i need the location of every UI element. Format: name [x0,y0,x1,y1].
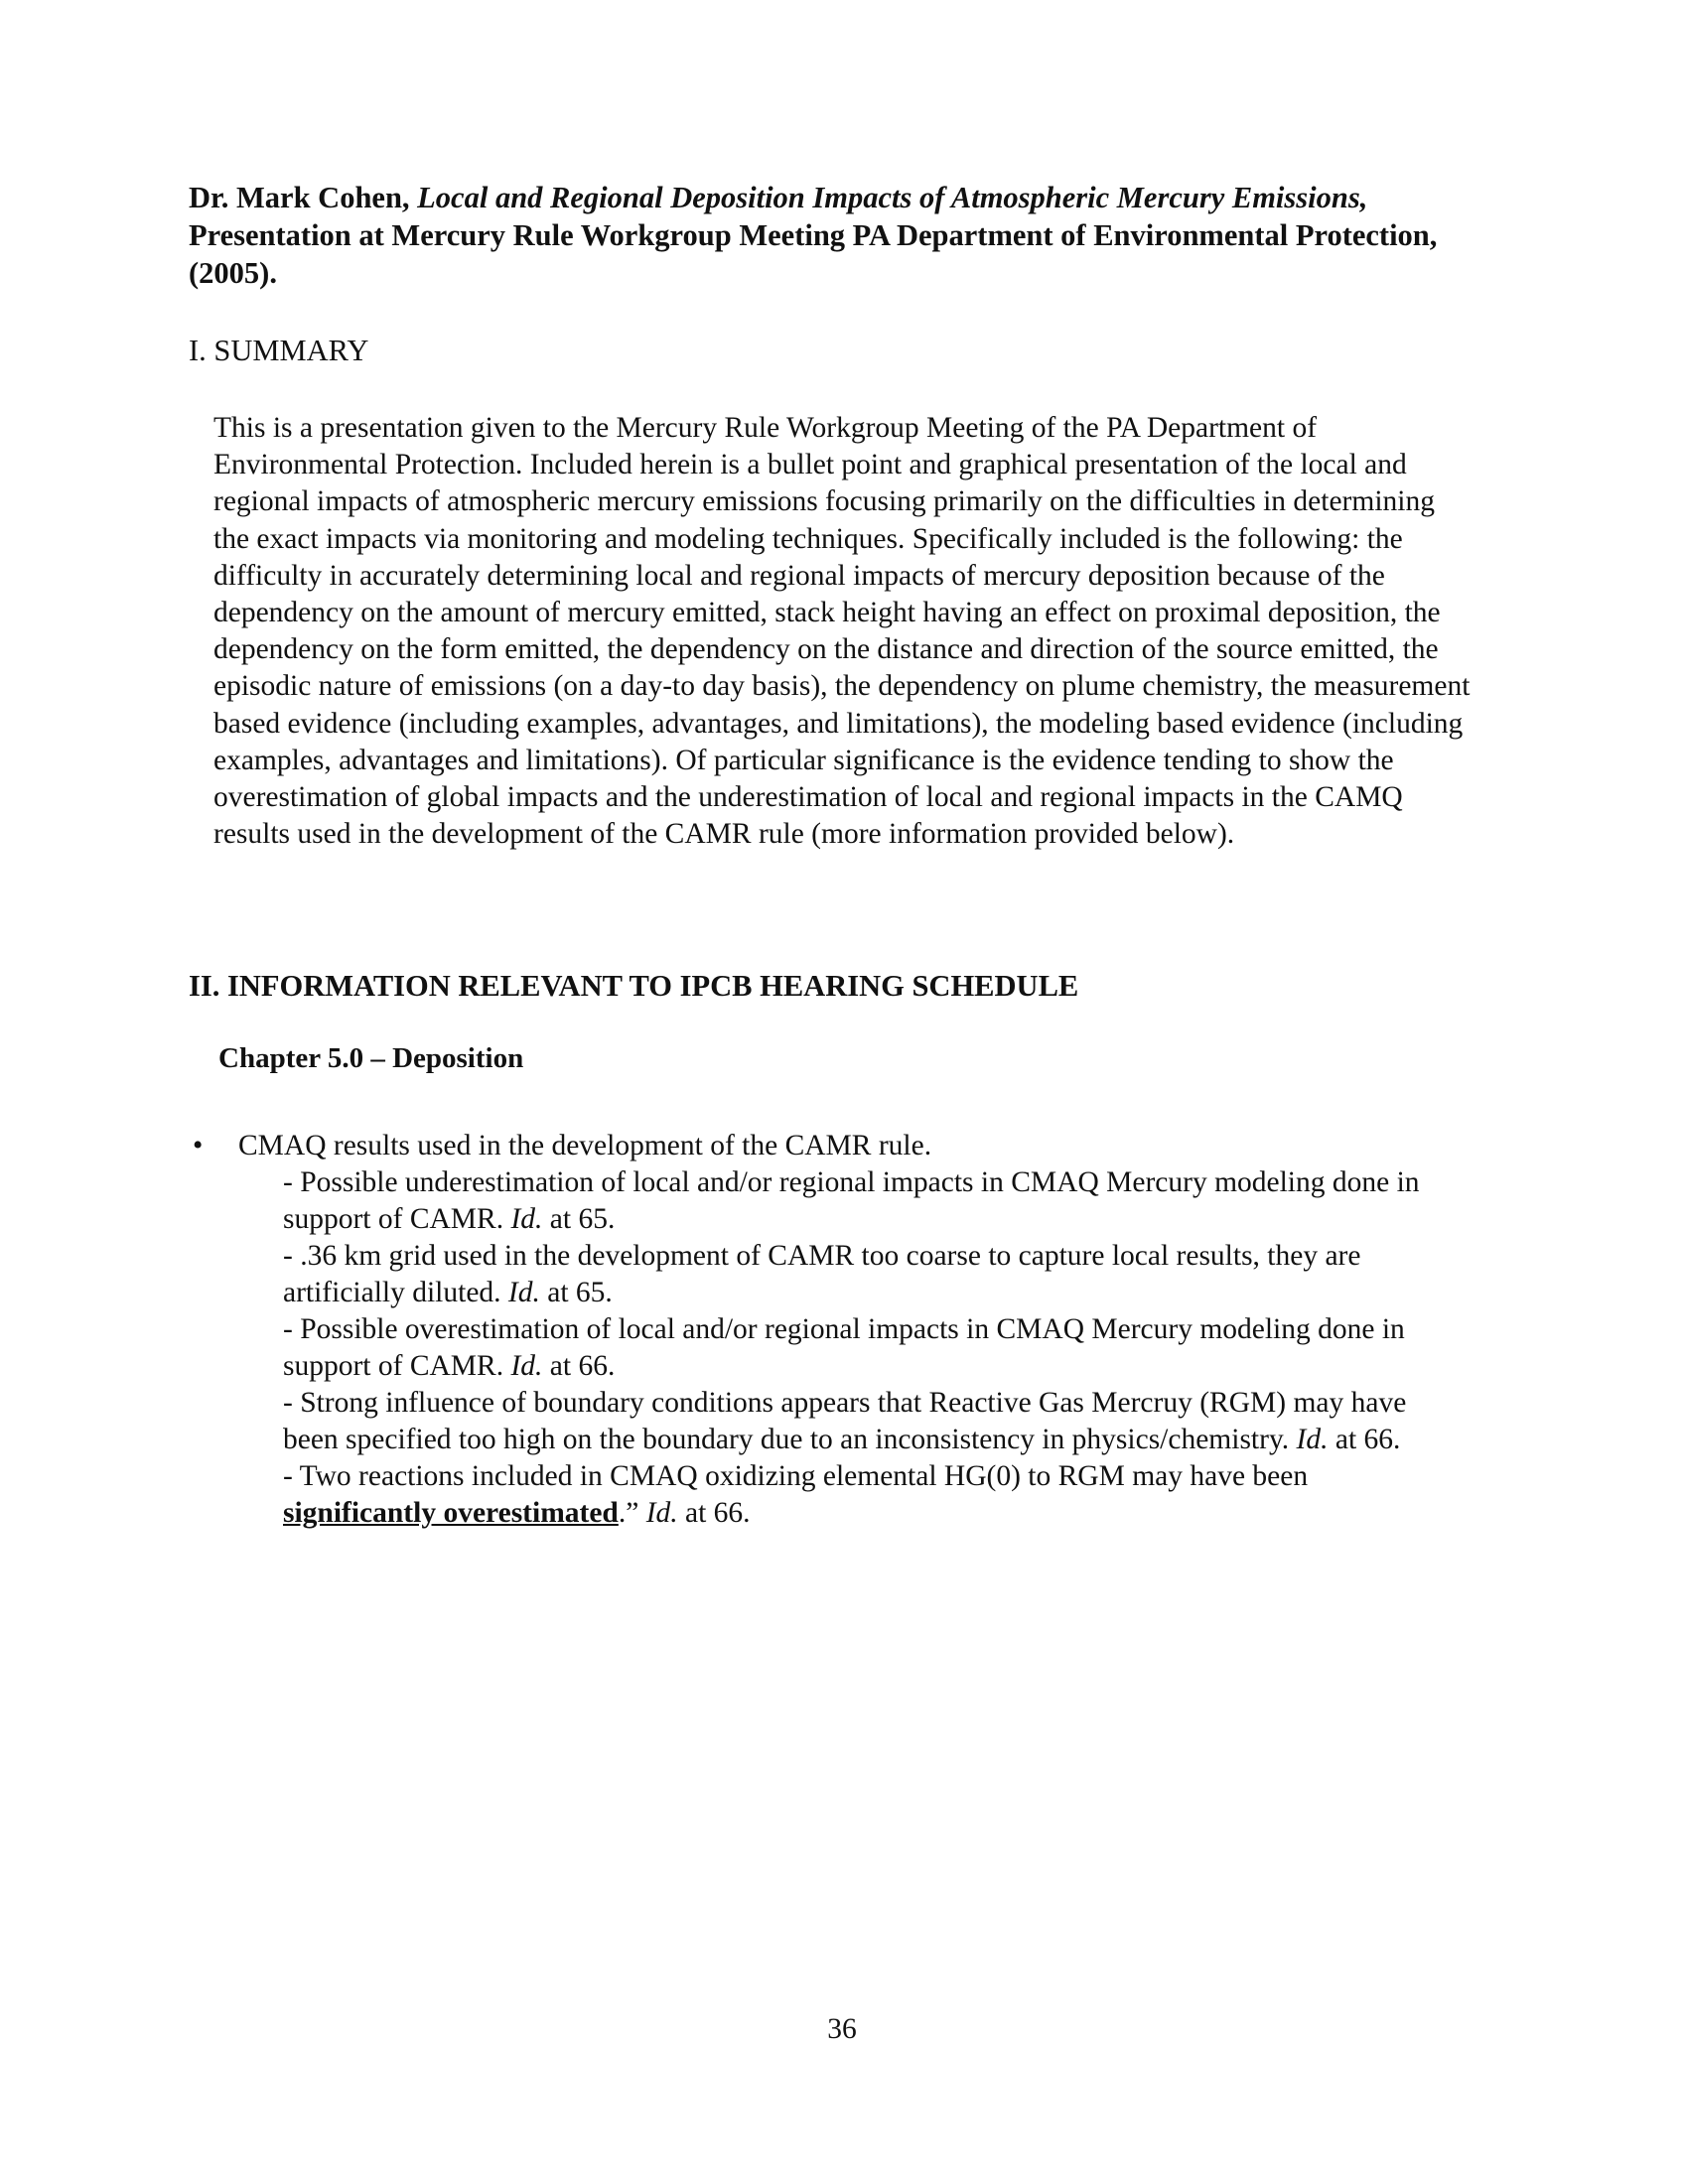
citation-id: Id. [1296,1424,1329,1455]
closing-quote: .” [618,1497,639,1529]
sub-list-item [189,1385,1445,1458]
citation-author: Dr. Mark Cohen, [189,181,410,214]
citation-page: at 65. [547,1277,613,1308]
citation-page: at 66. [549,1350,616,1382]
sub-list-item [189,1458,1445,1532]
citation-title: Local and Regional Deposition Impacts of Atmospheric Mercury Emissions, [417,181,1368,214]
sub-item-text: - Possible underestimation of local and/or regional impacts in CMAQ Mercury modeling done in support of CAMR. [283,1166,1420,1235]
citation-id: Id. [510,1350,543,1382]
citation-details: Presentation at Mercury Rule Workgroup Meeting PA Department of Environmental Protection, (2005). [189,218,1438,290]
citation-id: Id. [510,1203,543,1235]
sub-item-text: - .36 km grid used in the development of CAMR too coarse to capture local results, they are artificially diluted. [283,1240,1361,1308]
summary-paragraph: This is a presentation given to the Mercury Rule Workgroup Meeting of the PA Department of Environmental Protection. Included herein is a bullet point and graphical presentation of the local and regional impacts of atmospheric mercury emissions focusing primarily on the difficulties in determining the exact impacts via monitoring and modeling techniques. Specifically included is the following: the difficulty in accurately determining local and regional impacts of mercury deposition because of the dependency on the amount of mercury emitted, stack height having an effect on proximal deposition, the dependency on the form emitted, the dependency on the distance and direction of the source emitted, the episodic nature of emissions (on a day-to day basis), the dependency on plume chemistry, the measurement based evidence (including examples, advantages, and limitations), the modeling based evidence (including examples, advantages and limitations). Of particular significance is the evidence tending to show the overestimation of global impacts and the underestimation of local and regional impacts in the CAMQ results used in the development of the CAMR rule (more information provided below). [213,412,1471,851]
citation-id: Id. [507,1277,540,1308]
sub-list-item [189,1311,1445,1385]
citation-page: at 66. [1334,1424,1401,1455]
sub-item-text: - Strong influence of boundary conditions appears that Reactive Gas Mercruy (RGM) may have been specified too high on the boundary due to an inconsistency in physics/chemistry. [283,1387,1407,1455]
citation-page: at 65. [549,1203,616,1235]
sub-list-item [189,1164,1445,1238]
section-heading-summary: I. SUMMARY [189,334,369,367]
sub-item-text: - Two reactions included in CMAQ oxidizing elemental HG(0) to RGM may have been [283,1460,1309,1492]
sub-list [189,1164,1479,1532]
sub-item-text: - Possible overestimation of local and/or regional impacts in CMAQ Mercury modeling done in support of CAMR. [283,1313,1405,1382]
citation-page: at 66. [685,1497,751,1529]
citation-id: Id. [645,1497,678,1529]
bullet-icon: • [193,1130,204,1161]
bullet-text: CMAQ results used in the development of the CAMR rule. [238,1130,932,1161]
citation [189,179,1440,292]
page-number: 36 [827,2013,857,2045]
chapter-heading: Chapter 5.0 – Deposition [218,1042,524,1074]
bullet-list [189,1128,1479,1532]
list-item [189,1128,1479,1164]
sub-list-item [189,1238,1445,1311]
section-heading-information: II. INFORMATION RELEVANT TO IPCB HEARING SCHEDULE [189,969,1079,1003]
emphasized-text: significantly overestimated [283,1497,619,1529]
